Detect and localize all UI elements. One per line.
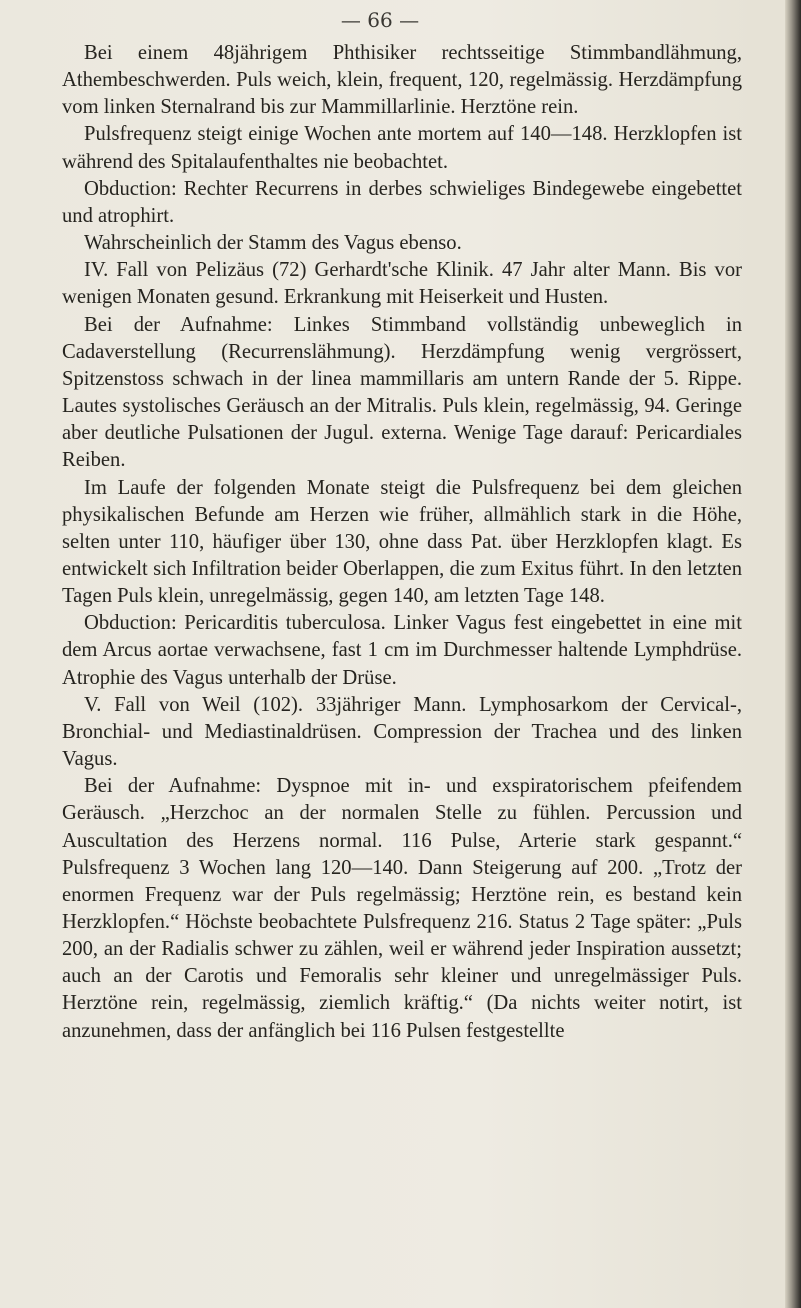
page-number: — 66 —: [340, 8, 420, 32]
body-text: [62, 40, 742, 1045]
paragraph: Pulsfrequenz steigt einige Wochen ante mortem auf 140—148. Herzklopfen ist während des Spitalaufenthaltes nie beobachtet.: [62, 123, 742, 173]
paragraph: Wahrscheinlich der Stamm des Vagus ebenso.: [84, 232, 462, 255]
paragraph: V. Fall von Weil (102). 33jähriger Mann. Lymphosarkom der Cervical-, Bronchial- und Mediastinaldrüsen. Compression der Trachea und des linken Vagus.: [62, 693, 742, 771]
paragraph: IV. Fall von Pelizäus (72) Gerhardt'sche Klinik. 47 Jahr alter Mann. Bis vor wenigen Monaten gesund. Erkrankung mit Heiserkeit und Husten.: [62, 259, 742, 309]
paragraph: Obduction: Rechter Recurrens in derbes schwieliges Bindegewebe eingebettet und atrophirt.: [62, 177, 742, 227]
paragraph: Bei der Aufnahme: Dyspnoe mit in- und exspiratorischem pfeifendem Geräusch. „Herzchoc an der normalen Stelle zu fühlen. Percussion und Auscultation des Herzens normal. 116 Pulse, Arterie stark gespannt.“ Pulsfrequenz 3 Wochen lang 120—140. Dann Steigerung auf 200. „Trotz der enormen Frequenz war der Puls regelmässig; Herztöne rein, es bestand kein Herzklopfen.“ Höchste beobachtete Pulsfrequenz 216. Status 2 Tage später: „Puls 200, an der Radialis schwer zu zählen, weil er während jeder Inspiration aussetzt; auch an der Carotis und Femoralis sehr kleiner und unregelmässiger Puls. Herztöne rein, regelmässig, ziemlich kräftig.“ (Da nichts weiter notirt, ist anzunehmen, dass der anfänglich bei 116 Pulsen festgestellte: [62, 775, 742, 1042]
paragraph: Bei der Aufnahme: Linkes Stimmband vollständig unbeweglich in Cadaverstellung (Recurrenslähmung). Herzdämpfung wenig vergrössert, Spitzenstoss schwach in der linea mammillaris am untern Rande der 5. Rippe. Lautes systolisches Geräusch an der Mitralis. Puls klein, regelmässig, 94. Geringe aber deutliche Pulsationen der Jugul. externa. Wenige Tage darauf: Pericardiales Reiben.: [62, 313, 742, 472]
page-edge-shadow: [785, 0, 801, 1308]
paragraph: Bei einem 48jährigem Phthisiker rechtsseitige Stimmbandlähmung, Athembeschwerden. Puls weich, klein, frequent, 120, regelmässig. Herzdämpfung vom linken Sternalrand bis zur Mammillarlinie. Herztöne rein.: [62, 42, 742, 119]
paragraph: Obduction: Pericarditis tuberculosa. Linker Vagus fest eingebettet in eine mit dem Arcus aortae verwachsene, fast 1 cm im Durchmesser haltende Lymphdrüse. Atrophie des Vagus unterhalb der Drüse.: [62, 612, 742, 689]
paragraph: Im Laufe der folgenden Monate steigt die Pulsfrequenz bei dem gleichen physikalischen Befunde am Herzen wie früher, allmählich stark in die Höhe, selten unter 110, häufiger über 130, ohne dass Pat. über Herzklopfen klagt. Es entwickelt sich Infiltration beider Oberlappen, die zum Exitus führt. In den letzten Tagen Puls klein, unregelmässig, gegen 140, am letzten Tage 148.: [62, 476, 742, 608]
